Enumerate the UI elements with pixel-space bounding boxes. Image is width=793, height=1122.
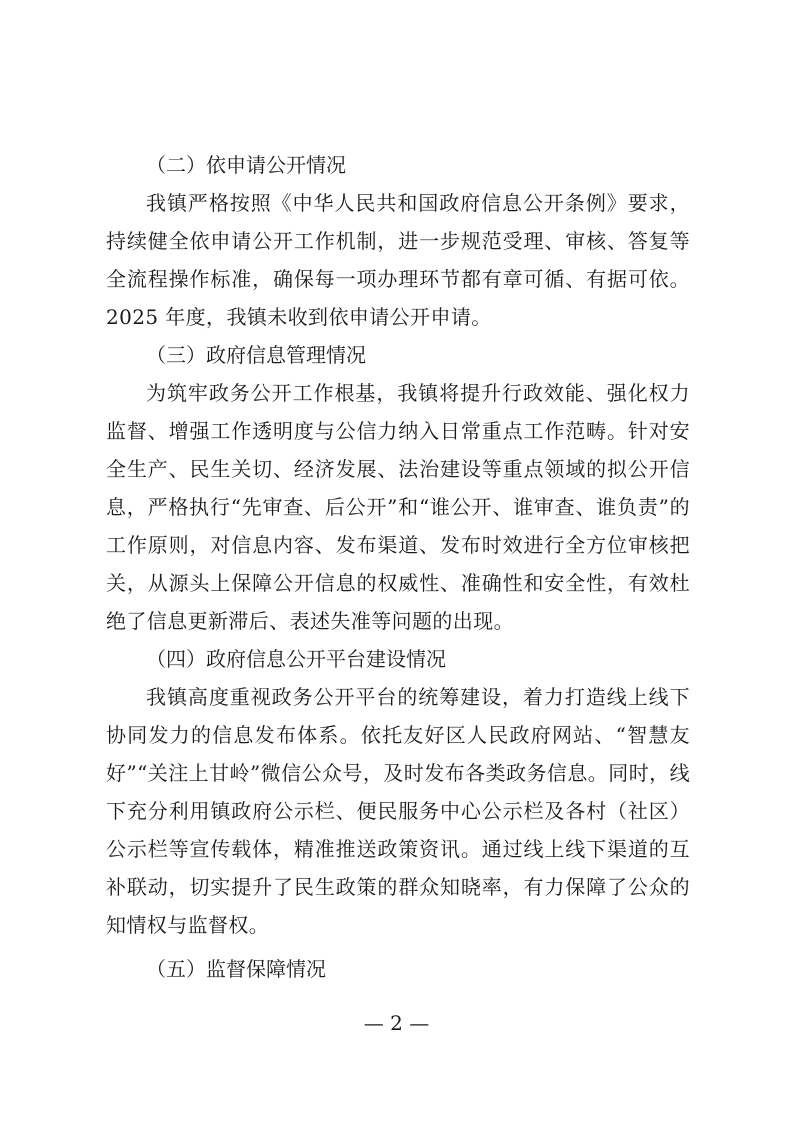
- section-paragraph-3: 为筑牢政务公开工作根基，我镇将提升行政效能、强化权力监督、增强工作透明度与公信力纳入日常重点工作范畴。针对安全生产、民生关切、经济发展、法治建设等重点领域的拟公开信息，严格执行“先审查、后公开”和“谁公开、谁审查、谁负责”的工作原则，对信息内容、发布渠道、发布时效进行全方位审核把关，从源头上保障公开信息的权威性、准确性和安全性，有效杜绝了信息更新滞后、表述失准等问题的出现。: [106, 381, 690, 633]
- section-heading-4: （四）政府信息公开平台建设情况: [146, 647, 446, 671]
- section-heading-3: （三）政府信息管理情况: [146, 343, 366, 367]
- page-number: — 2 —: [363, 1011, 430, 1035]
- section-heading-2: （二）依申请公开情况: [146, 153, 346, 177]
- section-paragraph-2: 我镇严格按照《中华人民共和国政府信息公开条例》要求，持续健全依申请公开工作机制，进一步规范受理、审核、答复等全流程操作标准，确保每一项办理环节都有章可循、有据可依。2025 年度，我镇未收到依申请公开申请。: [106, 191, 690, 329]
- document-body: [106, 146, 690, 988]
- section-heading-5: （五）监督保障情况: [146, 957, 326, 981]
- section-paragraph-4: 我镇高度重视政务公开平台的统筹建设，着力打造线上线下协同发力的信息发布体系。依托友好区人民政府网站、“智慧友好”“关注上甘岭”微信公众号，及时发布各类政务信息。同时，线下充分利用镇政府公示栏、便民服务中心公示栏及各村（社区）公示栏等宣传载体，精准推送政策资讯。通过线上线下渠道的互补联动，切实提升了民生政策的群众知晓率，有力保障了公众的知情权与监督权。: [106, 685, 690, 937]
